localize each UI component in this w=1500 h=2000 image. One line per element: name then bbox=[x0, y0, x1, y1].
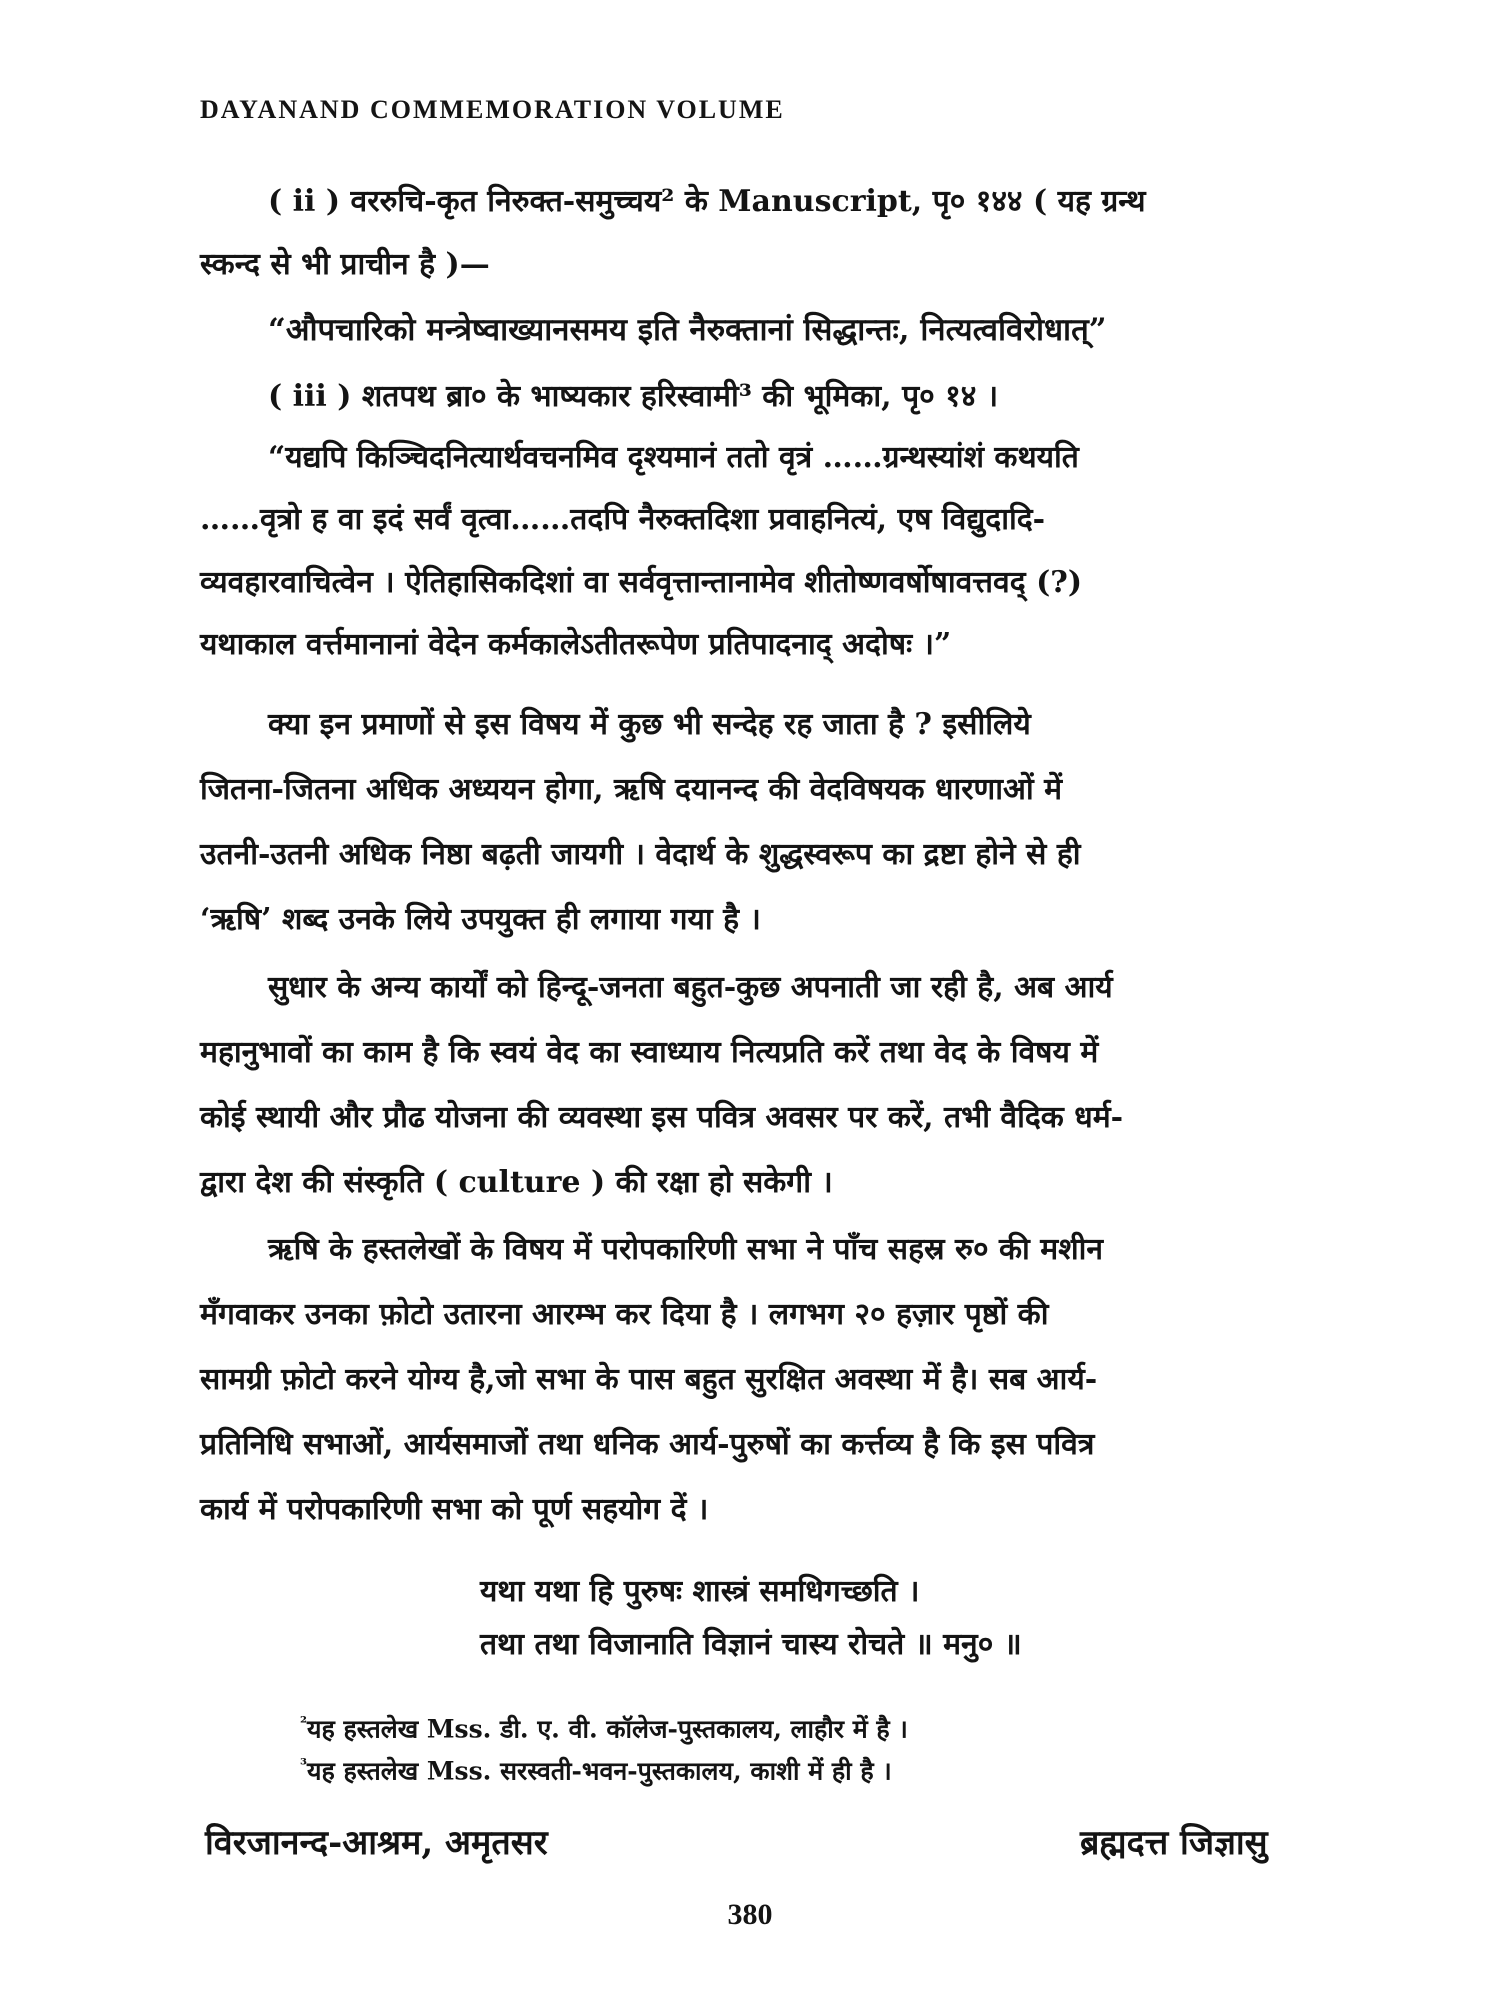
footnote-text: यह हस्तलेख Mss. डी. ए. वी. कॉलेज-पुस्तकालय, लाहौर में है । bbox=[307, 1714, 908, 1744]
reference-iii-quote-line: व्यवहारवाचित्वेन । ऐतिहासिकदिशां वा सर्ववृत्तान्तानामेव शीतोष्णवर्षोषावत्तवद् (?) bbox=[200, 565, 1083, 600]
signature-place: विरजानन्द-आश्रम, अमृतसर bbox=[205, 1823, 548, 1863]
paragraph-line: कार्य में परोपकारिणी सभा को पूर्ण सहयोग दें । bbox=[200, 1492, 709, 1527]
paragraph-line: मँगवाकर उनका फ़ोटो उतारना आरम्भ कर दिया है । लगभग २० हज़ार पृष्ठों की bbox=[200, 1297, 1049, 1332]
paragraph-line: क्या इन प्रमाणों से इस विषय में कुछ भी सन्देह रह जाता है ? इसीलिये bbox=[268, 707, 1031, 742]
paragraph-line: उतनी-उतनी अधिक निष्ठा बढ़ती जायगी । वेदार्थ के शुद्धस्वरूप का द्रष्टा होने से ही bbox=[200, 837, 1081, 872]
paragraph-line: प्रतिनिधि सभाओं, आर्यसमाजों तथा धनिक आर्य-पुरुषों का कर्त्तव्य है कि इस पवित्र bbox=[200, 1427, 1095, 1462]
running-header: DAYANAND COMMEMORATION VOLUME bbox=[200, 95, 785, 124]
reference-ii-line1: ( ii ) वररुचि-कृत निरुक्त-समुच्चय² के Manuscript, पृ० १४४ ( यह ग्रन्थ bbox=[268, 184, 1146, 219]
reference-iii-quote-line: “यद्यपि किञ्चिदनित्यार्थवचनमिव दृश्यमानं ततो वृत्रं ……ग्रन्थस्यांशं कथयति bbox=[268, 440, 1079, 475]
reference-iii-quote-line: ……वृत्रो ह वा इदं सर्वं वृत्वा……तदपि नैरुक्तदिशा प्रवाहनित्यं, एष विद्युदादि- bbox=[200, 502, 1046, 537]
signature-author: ब्रह्मदत्त जिज्ञासु bbox=[1080, 1823, 1268, 1863]
paragraph-line: जितना-जितना अधिक अध्ययन होगा, ऋषि दयानन्द की वेदविषयक धारणाओं में bbox=[200, 772, 1063, 807]
paragraph-line: द्वारा देश की संस्कृति ( culture ) की रक्षा हो सकेगी । bbox=[200, 1165, 833, 1200]
page-number: 380 bbox=[727, 1898, 773, 1931]
verse-line2: तथा तथा विजानाति विज्ञानं चास्य रोचते ॥ मनु० ॥ bbox=[480, 1627, 1022, 1662]
footnote-2 bbox=[300, 1703, 908, 1749]
footnote-mark: ³ bbox=[300, 1755, 308, 1774]
footnote-mark: ² bbox=[300, 1713, 308, 1732]
paragraph-line: ऋषि के हस्तलेखों के विषय में परोपकारिणी सभा ने पाँच सहस्र रु० की मशीन bbox=[268, 1232, 1104, 1267]
verse-line1: यथा यथा हि पुरुषः शास्त्रं समधिगच्छति । bbox=[480, 1574, 920, 1609]
footnote-text: यह हस्तलेख Mss. सरस्वती-भवन-पुस्तकालय, काशी में ही है । bbox=[307, 1756, 892, 1786]
reference-iii-quote-line: यथाकाल वर्त्तमानानां वेदेन कर्मकालेऽतीतरूपेण प्रतिपादनाद् अदोषः ।” bbox=[200, 627, 952, 662]
paragraph-line: कोई स्थायी और प्रौढ योजना की व्यवस्था इस पवित्र अवसर पर करें, तभी वैदिक धर्म- bbox=[200, 1100, 1124, 1135]
paragraph-line: ‘ऋषि’ शब्द उनके लिये उपयुक्त ही लगाया गया है । bbox=[200, 902, 761, 937]
footnote-3 bbox=[300, 1745, 892, 1791]
reference-ii-quote: “औपचारिको मन्त्रेष्वाख्यानसमय इति नैरुक्तानां सिद्धान्तः, नित्यत्वविरोधात्” bbox=[268, 312, 1107, 348]
paragraph-line: सुधार के अन्य कार्यों को हिन्दू-जनता बहुत-कुछ अपनाती जा रही है, अब आर्य bbox=[268, 970, 1113, 1005]
paragraph-line: सामग्री फ़ोटो करने योग्य है,जो सभा के पास बहुत सुरक्षित अवस्था में है। सब आर्य- bbox=[200, 1362, 1098, 1397]
paragraph-line: महानुभावों का काम है कि स्वयं वेद का स्वाध्याय नित्यप्रति करें तथा वेद के विषय में bbox=[200, 1035, 1099, 1070]
reference-ii-line2: स्कन्द से भी प्राचीन है )— bbox=[200, 247, 490, 282]
reference-iii-line1: ( iii ) शतपथ ब्रा० के भाष्यकार हरिस्वामी³ की भूमिका, पृ० १४ । bbox=[268, 379, 999, 414]
